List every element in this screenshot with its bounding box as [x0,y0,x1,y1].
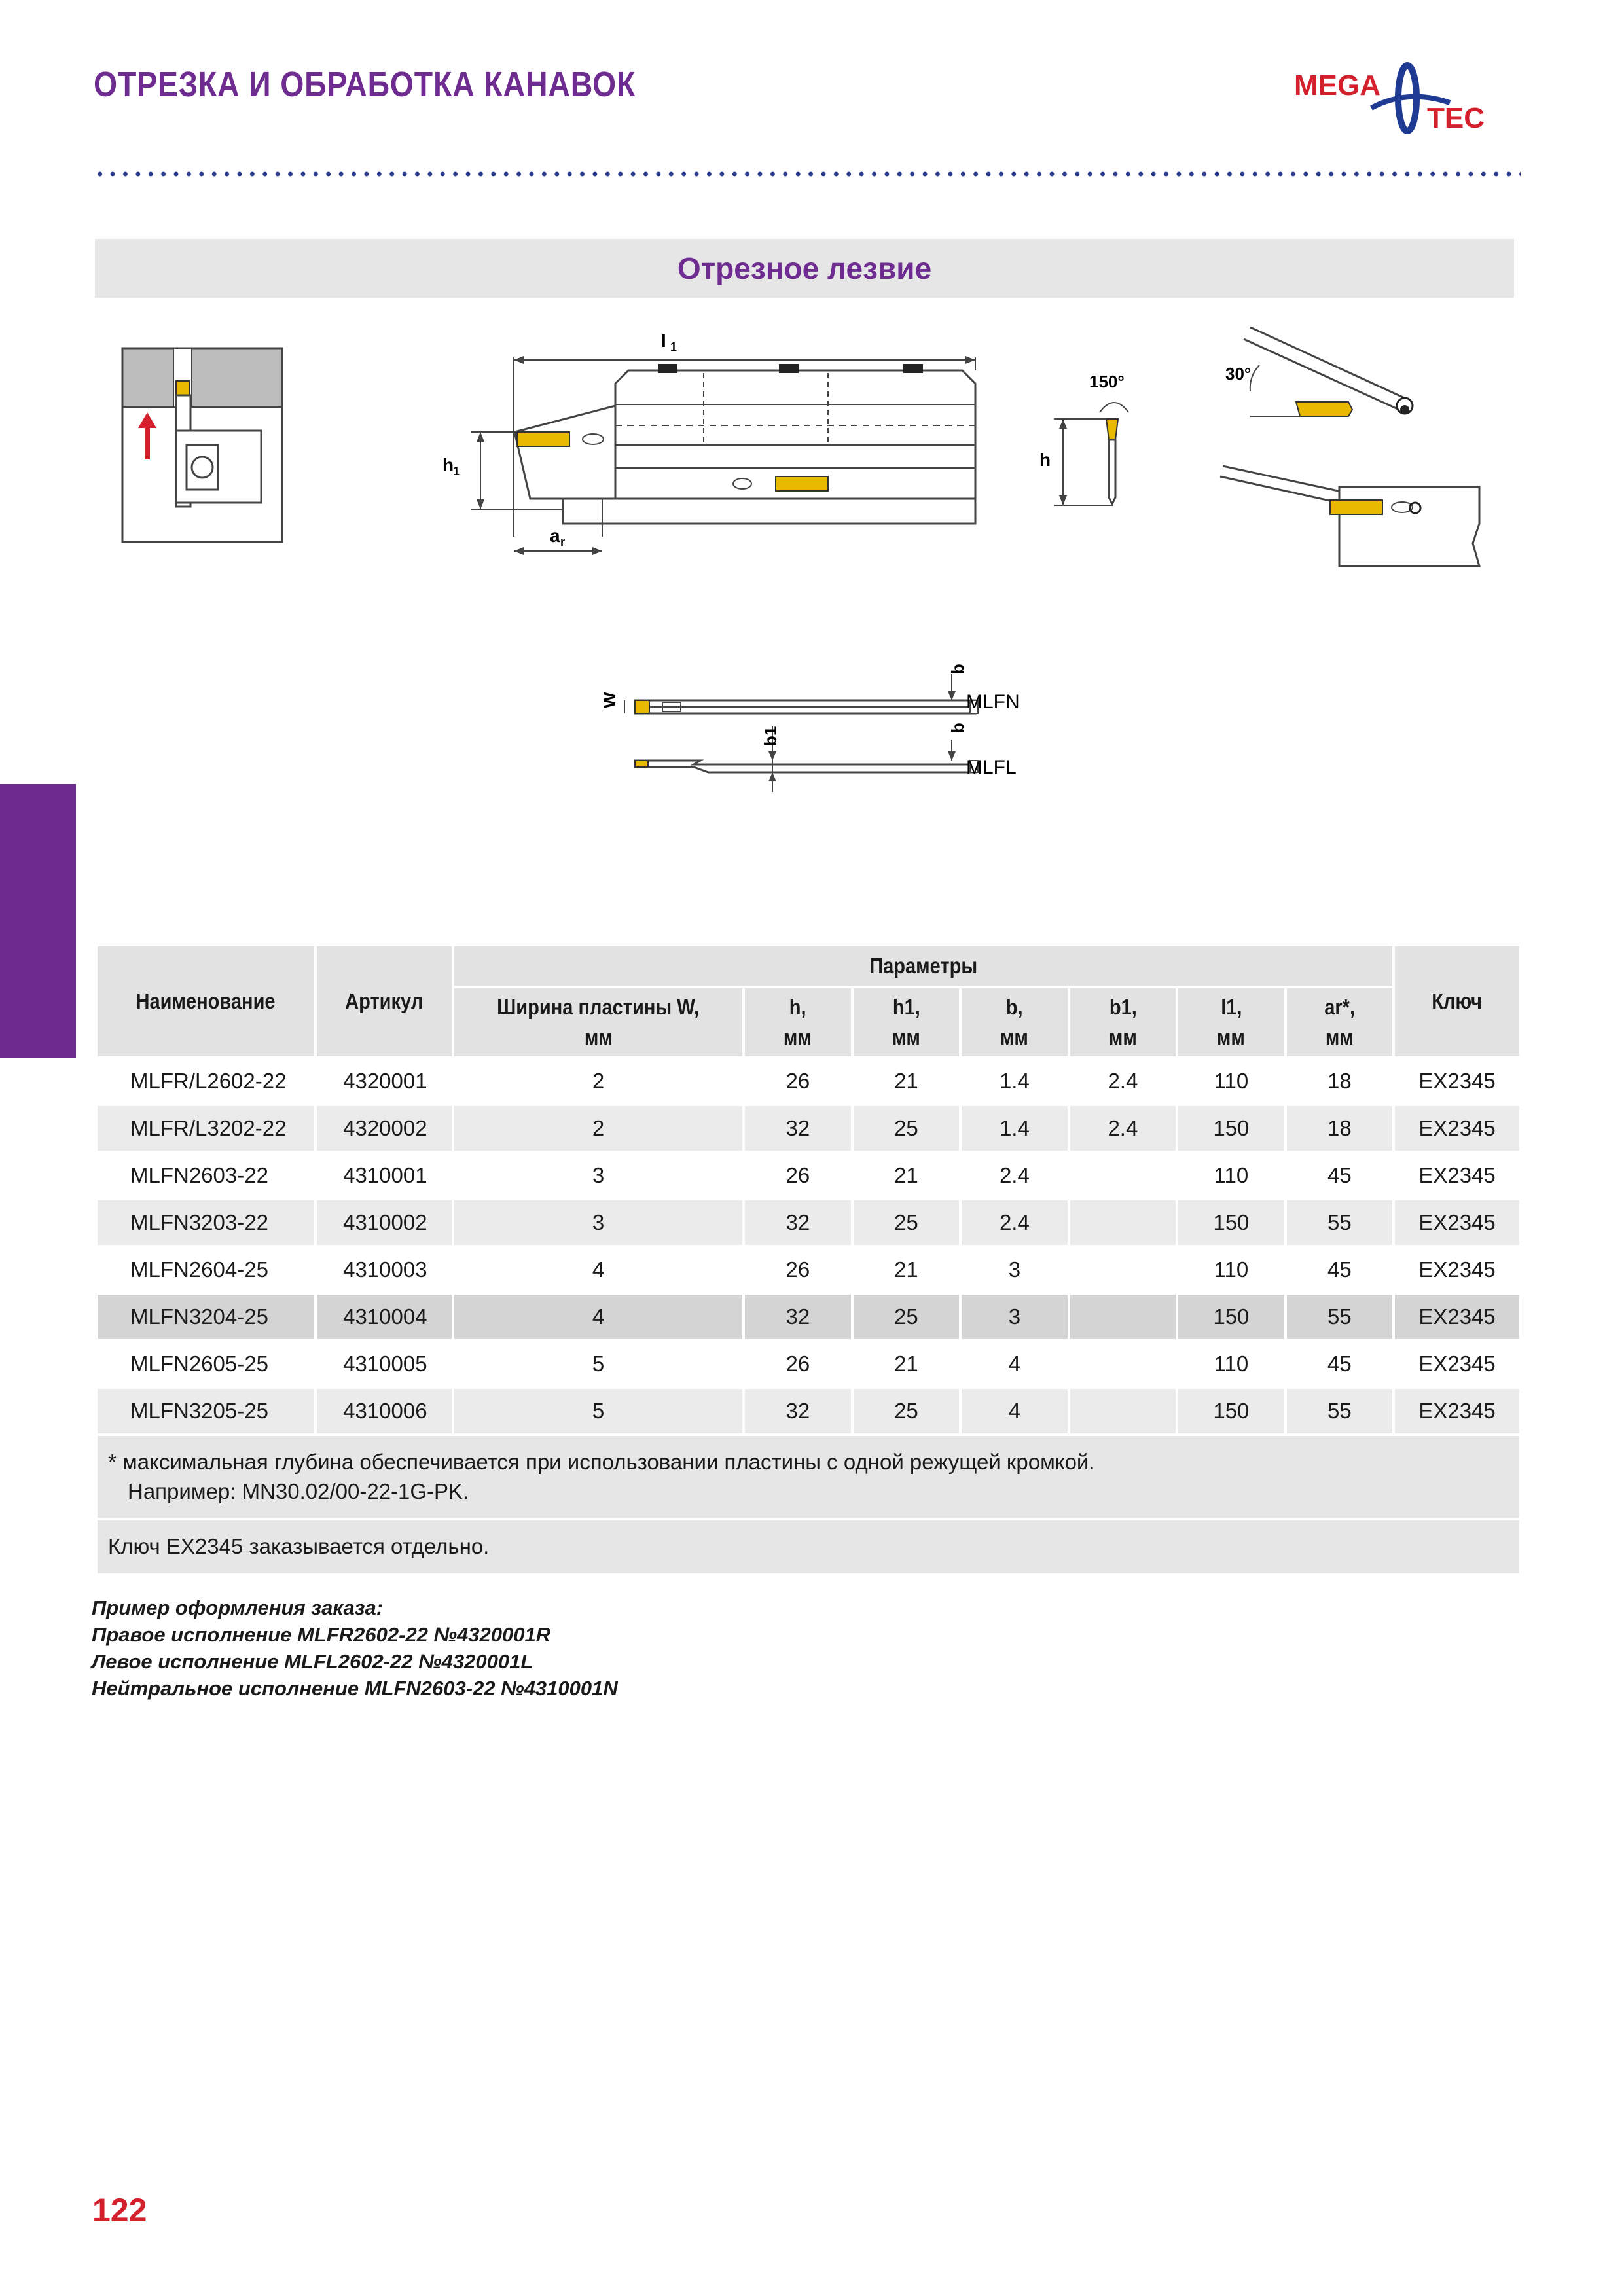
cell-l1: 150 [1178,1295,1284,1339]
cell-b: 3 [962,1247,1068,1292]
cell-article: 4320002 [317,1106,452,1151]
cell-name: MLFN2603-22 [98,1153,314,1198]
cell-h: 32 [745,1200,851,1245]
cell-b: 1.4 [962,1059,1068,1103]
th-name: Наименование [98,946,314,1056]
cell-ar: 55 [1287,1295,1393,1339]
th-ar: ar*, мм [1287,988,1393,1056]
angle-150: 150° [1089,372,1125,391]
insert-mounting-drawing [1218,314,1492,576]
cell-width: 2 [454,1106,742,1151]
th-key: Ключ [1395,946,1519,1056]
table-note-depth [98,1436,1519,1518]
note-example: Например: MN30.02/00-22-1G-PK. [128,1479,469,1503]
cell-b1 [1070,1153,1176,1198]
section-title: Отрезное лезвие [677,251,932,285]
table-row [98,1247,1519,1292]
cell-ar: 45 [1287,1153,1393,1198]
cell-key: EX2345 [1395,1295,1519,1339]
table-row [98,1389,1519,1433]
cell-name: MLFN2605-25 [98,1342,314,1386]
logo-word-tec: TEC [1427,102,1485,134]
cell-b1 [1070,1295,1176,1339]
side-tab-label: ОТРЕЗКА И ОБРАБОТКА КАНАВОК [29,1564,46,1846]
logo-word-mega: MEGA [1294,69,1380,101]
cell-width: 5 [454,1342,742,1386]
cell-h1: 25 [854,1200,960,1245]
th-h: h, мм [745,988,851,1056]
th-params: Параметры [454,946,1392,986]
cell-h: 32 [745,1295,851,1339]
cell-h1: 25 [854,1389,960,1433]
cell-width: 4 [454,1295,742,1339]
cell-width: 2 [454,1059,742,1103]
order-right: Правое исполнение MLFR2602-22 №4320001R [92,1623,551,1646]
dim-ar-sub: r [560,535,566,548]
th-b: b, мм [962,988,1068,1056]
cell-width: 3 [454,1200,742,1245]
cell-b: 2.4 [962,1153,1068,1198]
cell-name: MLFN3204-25 [98,1295,314,1339]
cell-article: 4310005 [317,1342,452,1386]
cell-ar: 45 [1287,1342,1393,1386]
machining-schematic [121,347,285,543]
cell-h1: 21 [854,1247,960,1292]
cell-name: MLFN2604-25 [98,1247,314,1292]
dim-l1: l [661,331,666,351]
cell-name: MLFR/L3202-22 [98,1106,314,1151]
side-tab [0,784,76,1846]
cell-key: EX2345 [1395,1153,1519,1198]
table-row [98,1200,1519,1245]
cell-ar: 18 [1287,1106,1393,1151]
cell-width: 5 [454,1389,742,1433]
cell-h1: 21 [854,1153,960,1198]
cell-article: 4320001 [317,1059,452,1103]
note-key: Ключ EX2345 заказывается отдельно. [98,1520,1519,1573]
cell-b: 1.4 [962,1106,1068,1151]
order-neutral: Нейтральное исполнение MLFN2603-22 №4310001N [92,1676,618,1700]
dim-w: W [600,692,619,708]
cell-l1: 110 [1178,1059,1284,1103]
cell-b: 3 [962,1295,1068,1339]
cell-h: 32 [745,1389,851,1433]
order-left: Левое исполнение MLFL2602-22 №4320001L [92,1649,533,1673]
cell-article: 4310003 [317,1247,452,1292]
angle-30: 30° [1225,364,1252,384]
dim-b-second: b [948,723,967,733]
cell-key: EX2345 [1395,1059,1519,1103]
cell-l1: 110 [1178,1153,1284,1198]
table-row [98,1059,1519,1103]
cell-b1 [1070,1247,1176,1292]
order-title: Пример оформления заказа: [92,1596,384,1619]
cell-h: 26 [745,1342,851,1386]
cell-name: MLFR/L2602-22 [98,1059,314,1103]
cell-b1 [1070,1200,1176,1245]
mega-tec-logo [1293,62,1522,134]
label-mlfl: MLFL [966,757,1017,778]
cell-ar: 55 [1287,1389,1393,1433]
cell-h1: 25 [854,1106,960,1151]
cell-article: 4310006 [317,1389,452,1433]
cell-h: 32 [745,1106,851,1151]
section-header [95,239,1514,298]
th-h1: h1, мм [854,988,960,1056]
cell-key: EX2345 [1395,1247,1519,1292]
cell-b1: 2.4 [1070,1106,1176,1151]
dim-h1: h [442,455,454,475]
cell-h: 26 [745,1153,851,1198]
label-mlfn: MLFN [966,691,1020,713]
cell-l1: 110 [1178,1342,1284,1386]
cell-b1 [1070,1389,1176,1433]
blade-dimension-drawing [432,327,1008,563]
cell-key: EX2345 [1395,1200,1519,1245]
cell-h1: 21 [854,1059,960,1103]
cell-h1: 25 [854,1295,960,1339]
th-b1: b1, мм [1070,988,1176,1056]
cell-l1: 150 [1178,1106,1284,1151]
order-example [92,1595,618,1702]
page-number: 122 [92,2192,147,2229]
note-depth: * максимальная глубина обеспечивается при использовании пластины с одной режущей кромкой. [108,1450,1095,1474]
th-width: Ширина пластины W, мм [454,988,742,1056]
table-row [98,1153,1519,1198]
cell-h1: 21 [854,1342,960,1386]
cell-ar: 45 [1287,1247,1393,1292]
dim-h: h [1039,450,1051,470]
cell-article: 4310001 [317,1153,452,1198]
cell-name: MLFN3203-22 [98,1200,314,1245]
cell-width: 4 [454,1247,742,1292]
header-divider [94,171,1521,177]
cell-width: 3 [454,1153,742,1198]
cell-l1: 150 [1178,1389,1284,1433]
dim-ar: a [550,526,560,546]
cell-ar: 55 [1287,1200,1393,1245]
cell-h: 26 [745,1247,851,1292]
table-row [98,1342,1519,1386]
cell-key: EX2345 [1395,1106,1519,1151]
cell-ar: 18 [1287,1059,1393,1103]
blade-cross-section [1034,367,1152,517]
dim-b1: b1 [761,726,780,746]
cell-key: EX2345 [1395,1342,1519,1386]
cell-article: 4310002 [317,1200,452,1245]
th-l1: l1, мм [1178,988,1284,1056]
cell-b: 4 [962,1342,1068,1386]
table-note-row [98,1436,1519,1518]
dim-l1-sub: 1 [670,340,677,353]
cell-name: MLFN3205-25 [98,1389,314,1433]
spec-table [95,944,1522,1576]
cell-b1 [1070,1342,1176,1386]
table-row [98,1106,1519,1151]
cell-article: 4310004 [317,1295,452,1339]
cell-key: EX2345 [1395,1389,1519,1433]
cell-b: 4 [962,1389,1068,1433]
cell-b1: 2.4 [1070,1059,1176,1103]
header-title: ОТРЕЗКА И ОБРАБОТКА КАНАВОК [94,65,636,104]
cell-l1: 150 [1178,1200,1284,1245]
dim-h1-sub: 1 [453,465,460,478]
th-article: Артикул [317,946,452,1056]
table-row [98,1295,1519,1339]
dim-b: b [948,664,967,674]
cell-l1: 110 [1178,1247,1284,1292]
cell-h: 26 [745,1059,851,1103]
blade-variants-drawing [576,661,1047,792]
cell-b: 2.4 [962,1200,1068,1245]
table-note-row [98,1520,1519,1573]
